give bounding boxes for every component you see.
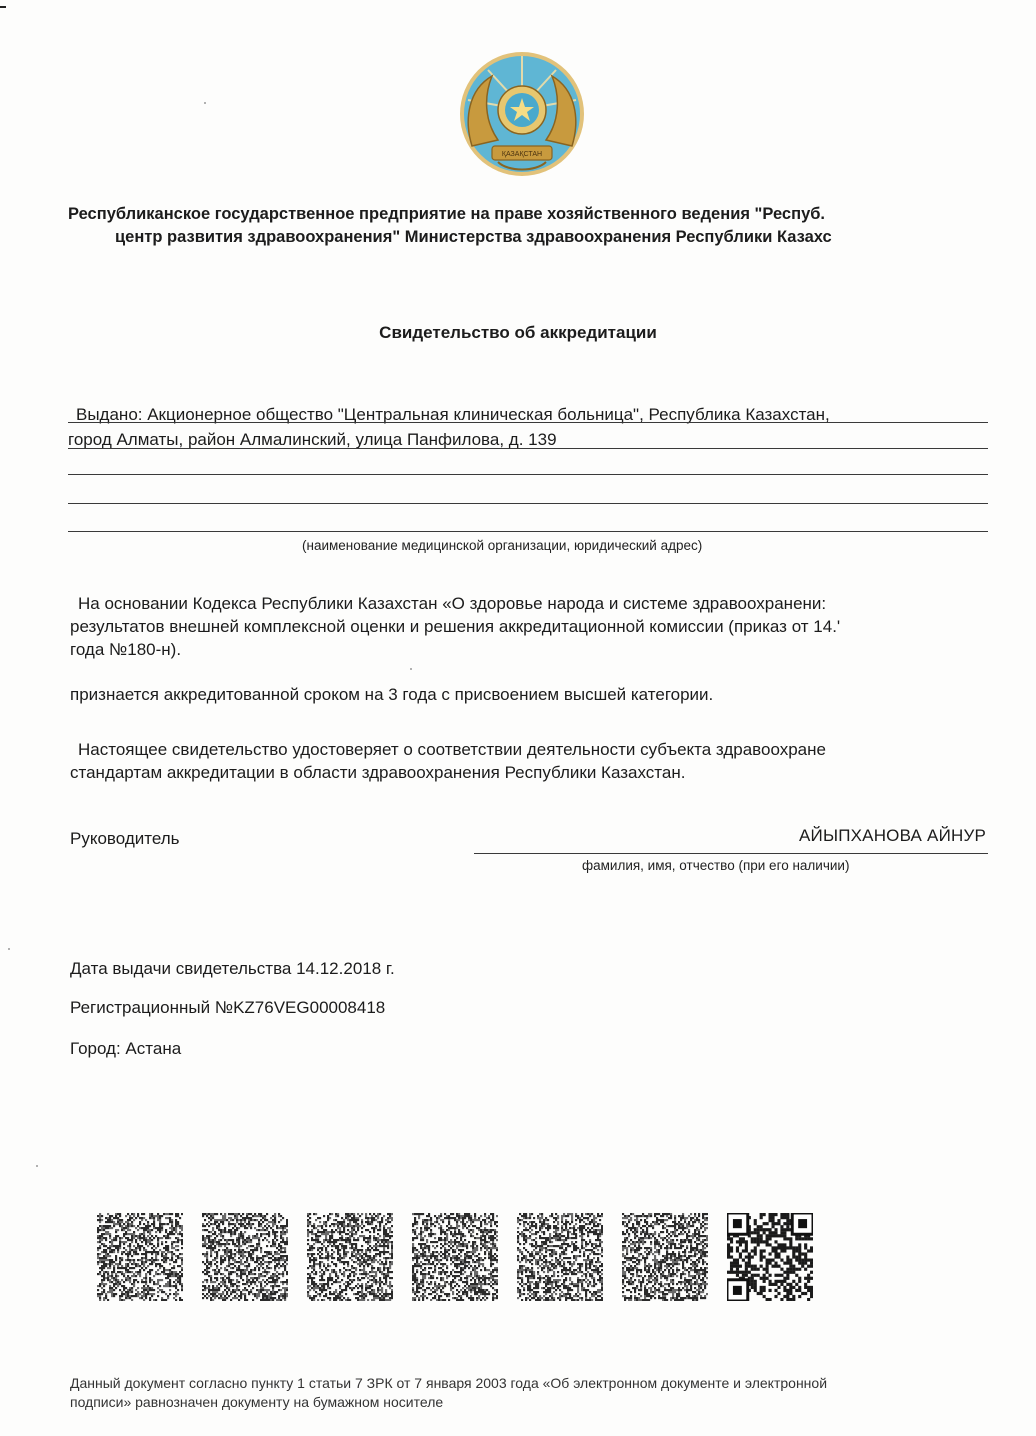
barcode-icon	[202, 1213, 288, 1301]
scan-speck	[204, 102, 206, 104]
signature-rule	[474, 853, 988, 854]
issue-date: Дата выдачи свидетельства 14.12.2018 г.	[70, 959, 395, 978]
scan-speck	[8, 948, 10, 950]
scan-speck	[410, 668, 412, 670]
digital-signature-codes	[97, 1213, 812, 1303]
page-title: Свидетельство об аккредитации	[379, 323, 657, 342]
barcode-icon	[517, 1213, 603, 1301]
footer-line-2: подписи» равнозначен документу на бумажном носителе	[70, 1394, 444, 1410]
certifies-line-1: Настоящее свидетельство удостоверяет о соответствии деятельности субъекта здравоохране	[78, 740, 826, 759]
underline-rule	[68, 531, 988, 532]
header-line-1: Республиканское государственное предприятие на праве хозяйственного ведения "Респуб.	[68, 205, 826, 223]
organization-caption: (наименование медицинской организации, юридический адрес)	[302, 538, 703, 553]
underline-rule	[68, 503, 988, 504]
issued-to-block	[68, 402, 988, 452]
issue-city: Город: Астана	[70, 1039, 182, 1058]
scan-corner-mark	[0, 6, 6, 8]
basis-line-1: На основании Кодекса Республики Казахстан «О здоровье народа и системе здравоохранени:	[78, 594, 827, 613]
scan-speck	[36, 1165, 38, 1167]
underline-rule	[68, 474, 988, 475]
registration-number: Регистрационный №KZ76VEG00008418	[70, 998, 386, 1017]
qr-code-icon	[727, 1213, 813, 1301]
barcode-icon	[622, 1213, 708, 1301]
issued-to-line-2: город Алматы, район Алмалинский, улица Панфилова, д. 139	[68, 430, 557, 449]
basis-line-3: года №180-н).	[70, 640, 182, 659]
barcode-icon	[307, 1213, 393, 1301]
underline-rule	[68, 422, 988, 423]
recognition-paragraph: признается аккредитованной сроком на 3 года с присвоением высшей категории.	[70, 685, 714, 704]
barcode-icon	[412, 1213, 498, 1301]
basis-line-2: результатов внешней комплексной оценки и решения аккредитационной комиссии (приказ от 14.'	[70, 617, 841, 636]
footer-line-1: Данный документ согласно пункту 1 статьи 7 ЗРК от 7 января 2003 года «Об электронном документе и электронной	[70, 1375, 828, 1391]
certifies-line-2: стандартам аккредитации в области здравоохранения Республики Казахстан.	[70, 763, 686, 782]
signatory-name: АЙЫПХАНОВА АЙНУР	[798, 826, 986, 845]
underline-rule	[68, 448, 988, 449]
legal-footer	[70, 1374, 990, 1412]
signatory-role: Руководитель	[70, 829, 180, 848]
emblem-ribbon-text: ҚАЗАҚСТАН	[501, 151, 543, 158]
signatory-caption: фамилия, имя, отчество (при его наличии)	[582, 858, 850, 873]
kazakhstan-state-emblem-icon	[458, 50, 586, 178]
barcode-icon	[97, 1213, 183, 1301]
header-line-2: центр развития здравоохранения" Министерства здравоохранения Республики Казахс	[115, 228, 832, 246]
certifies-paragraph	[70, 738, 988, 784]
issuing-organization-header	[68, 203, 988, 249]
issued-to-line-1: Выдано: Акционерное общество "Центральная клиническая больница", Республика Казахстан,	[76, 405, 830, 424]
basis-paragraph	[70, 592, 988, 661]
